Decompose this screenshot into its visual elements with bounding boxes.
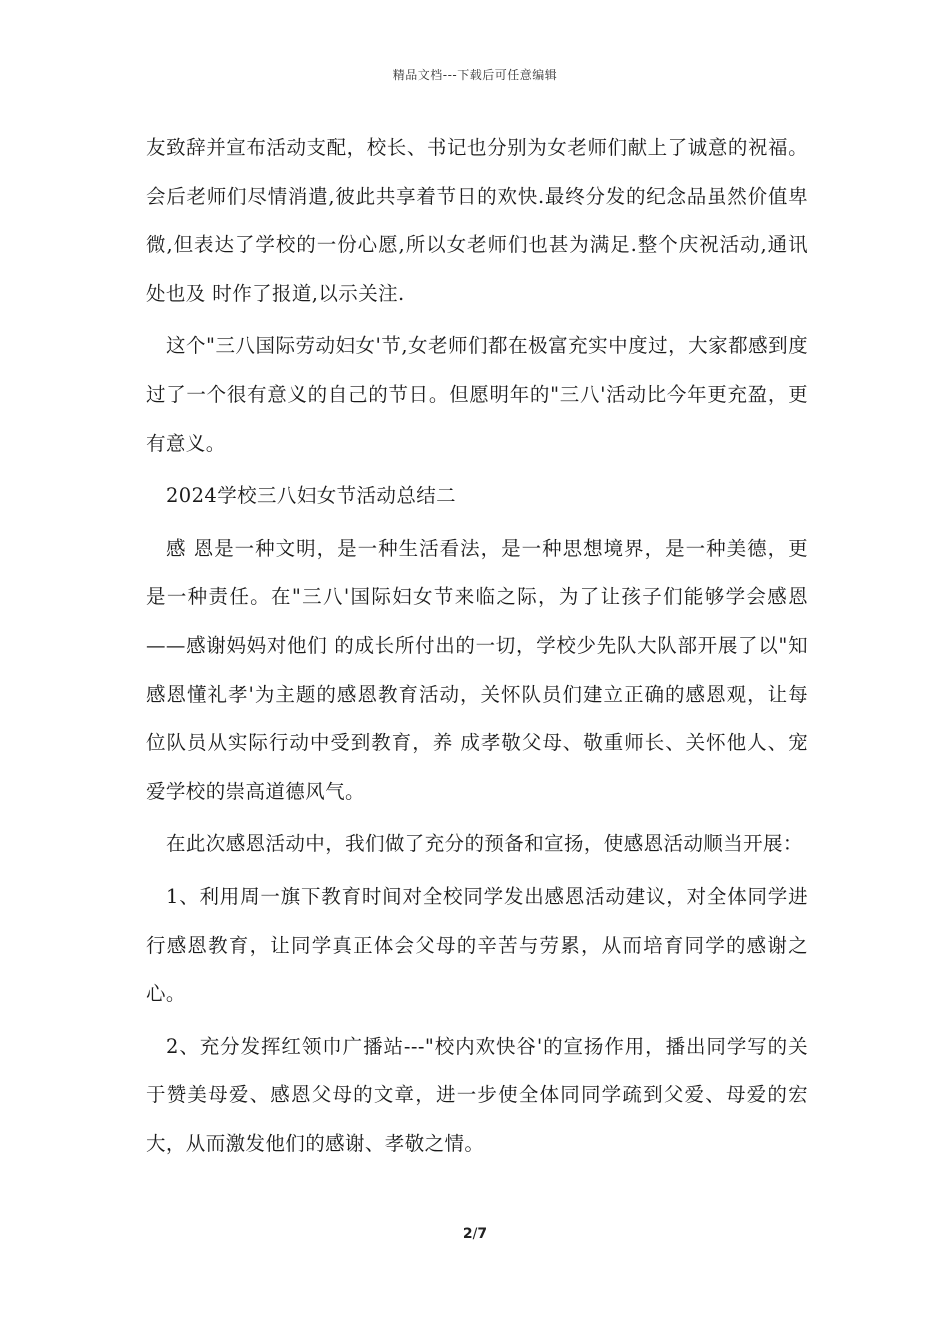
- paragraph-preparation: 在此次感恩活动中，我们做了充分的预备和宣扬，使感恩活动顺当开展：: [166, 832, 803, 856]
- header-text: 精品文档---下载后可任意编辑: [392, 68, 558, 82]
- paragraph-summary: 这个"三八国际劳动妇女'节,女老师们都在极富充实中度过，大家都感到度过了一个很有意义的自己的节日。但愿明年的"三八'活动比今年更充盈，更有意义。: [146, 334, 808, 455]
- paragraph-continuation: 友致辞并宣布活动支配，校长、书记也分别为女老师们献上了诚意的祝福。 会后老师们尽情消遣,彼此共享着节日的欢快.最终分发的纪念品虽然价值卑微,但表达了学校的一份心愿,所以女老师们也甚为满足.整个庆祝活动,通讯处也及 时作了报道,以示关注.: [146, 136, 808, 305]
- page-current: 2: [462, 1226, 473, 1242]
- page-separator: /: [472, 1226, 478, 1242]
- section-heading: 2024学校三八妇女节活动总结二: [166, 484, 457, 508]
- document-body: [146, 124, 808, 1168]
- list-item-2: 2、充分发挥红领巾广播站---"校内欢快谷'的宣扬作用，播出同学写的关于赞美母爱、感恩父母的文章，进一步使全体同同学疏到父爱、母爱的宏大，从而激发他们的感谢、孝敬之情。: [146, 1034, 808, 1155]
- page-number: [0, 1226, 950, 1242]
- page-header: [0, 66, 950, 83]
- list-item-1: 1、利用周一旗下教育时间对全校同学发出感恩活动建议，对全体同学进行感恩教育，让同学真正体会父母的辛苦与劳累，从而培育同学的感谢之心。: [146, 884, 808, 1006]
- page-total: 7: [477, 1226, 488, 1242]
- paragraph-gratitude-intro: 感 恩是一种文明，是一种生活看法，是一种思想境界，是一种美德，更是一种责任。在"三八'国际妇女节来临之际，为了让孩子们能够学会感恩——感谢妈妈对他们 的成长所付出的一切，学校少先队大队部开展了以"知感恩懂礼孝'为主题的感恩教育活动，关怀队员们建立正确的感恩观，让每位队员从实际行动中受到教育，养 成孝敬父母、敬重师长、关怀他人、宠爱学校的崇高道德风气。: [146, 536, 808, 803]
